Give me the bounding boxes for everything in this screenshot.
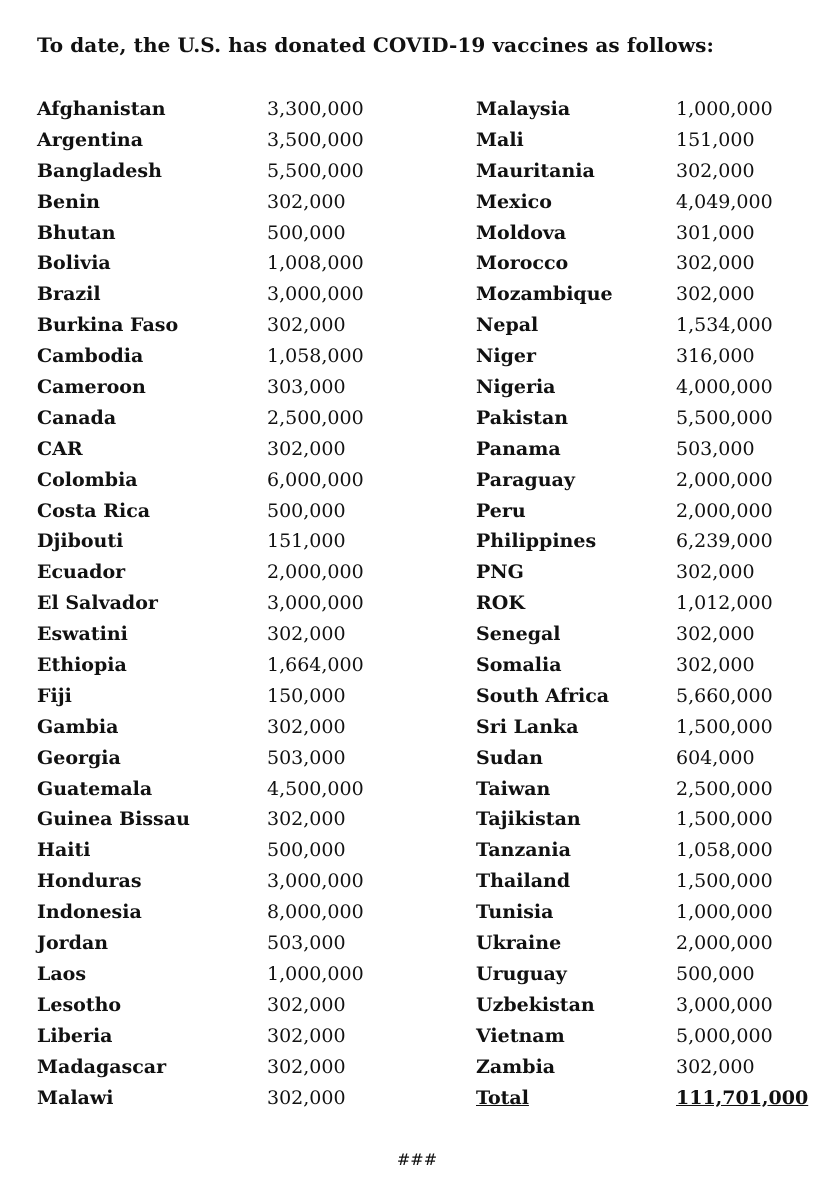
dose-amount: 500,000 [676,962,755,985]
country-name: Djibouti [37,530,124,553]
dose-amount: 4,000,000 [676,376,773,399]
country-name: Gambia [37,715,119,738]
dose-amount: 1,000,000 [676,901,773,924]
country-name: Burkina Faso [37,314,179,337]
dose-amount: 1,500,000 [676,870,773,893]
country-name: Canada [37,406,117,429]
country-name: Tunisia [476,901,554,924]
dose-amount: 1,000,000 [267,962,364,985]
dose-amount: 302,000 [676,283,755,306]
dose-amount: 5,000,000 [676,1024,773,1047]
dose-amount: 6,000,000 [267,468,364,491]
country-name: Taiwan [476,777,551,800]
dose-amount: 302,000 [267,993,346,1016]
dose-amount: 1,058,000 [267,345,364,368]
country-name: Georgia [37,746,121,769]
country-name: Thailand [476,870,571,893]
page-heading: To date, the U.S. has donated COVID-19 vaccines as follows: [37,33,714,57]
dose-amount: 500,000 [267,221,346,244]
country-name: Nepal [476,314,539,337]
dose-amount: 302,000 [267,437,346,460]
country-name: CAR [37,437,83,460]
dose-amount: 5,500,000 [676,406,773,429]
country-name: Fiji [37,684,72,707]
country-name: Laos [37,962,87,985]
dose-amount: 5,500,000 [267,159,364,182]
country-name: Honduras [37,870,142,893]
dose-amount: 4,049,000 [676,190,773,213]
country-name: South Africa [476,684,610,707]
country-name: Costa Rica [37,499,151,522]
country-name: Senegal [476,623,561,646]
country-name: Vietnam [476,1024,565,1047]
dose-amount: 503,000 [267,932,346,955]
country-name: Uruguay [476,962,567,985]
country-name: Madagascar [37,1055,167,1078]
dose-amount: 3,000,000 [676,993,773,1016]
dose-amount: 3,500,000 [267,128,364,151]
dose-amount: 1,500,000 [676,808,773,831]
total-amount: 111,701,000 [676,1086,809,1109]
country-name: Benin [37,190,100,213]
country-name: Bhutan [37,221,116,244]
country-name: Panama [476,437,561,460]
dose-amount: 503,000 [676,437,755,460]
dose-amount: 302,000 [676,654,755,677]
country-name: Lesotho [37,993,122,1016]
country-name: Afghanistan [37,98,166,120]
dose-amount: 303,000 [267,376,346,399]
dose-amount: 8,000,000 [267,901,364,924]
dose-amount: 1,000,000 [676,98,773,120]
country-name: Mauritania [476,159,595,182]
country-name: Eswatini [37,623,128,646]
dose-amount: 302,000 [267,190,346,213]
country-name: Argentina [37,128,144,151]
dose-amount: 2,000,000 [676,468,773,491]
country-name: Sudan [476,746,543,769]
dose-amount: 2,000,000 [676,932,773,955]
country-name: Moldova [476,221,567,244]
dose-amount: 302,000 [267,1055,346,1078]
country-name: Indonesia [37,901,142,924]
country-name: Philippines [476,530,597,553]
dose-amount: 302,000 [676,252,755,275]
country-name: Brazil [37,283,101,306]
dose-amount: 5,660,000 [676,684,773,707]
country-name: Guinea Bissau [37,808,190,831]
end-marker: ### [396,1150,438,1169]
dose-amount: 3,300,000 [267,98,364,120]
country-name: Tanzania [476,839,571,862]
dose-amount: 301,000 [676,221,755,244]
country-name: Malaysia [476,98,571,120]
country-name: Morocco [476,252,569,275]
dose-amount: 1,664,000 [267,654,364,677]
country-name: ROK [476,592,525,615]
dose-amount: 500,000 [267,499,346,522]
country-name: Zambia [476,1055,556,1078]
country-name: Uzbekistan [476,993,595,1016]
country-name: Nigeria [476,376,556,399]
country-name: PNG [476,561,524,584]
country-name: Cameroon [37,376,146,399]
dose-amount: 4,500,000 [267,777,364,800]
dose-amount: 500,000 [267,839,346,862]
dose-amount: 302,000 [676,1055,755,1078]
dose-amount: 2,500,000 [267,406,364,429]
country-name: Liberia [37,1024,113,1047]
dose-amount: 1,500,000 [676,715,773,738]
dose-amount: 503,000 [267,746,346,769]
dose-amount: 302,000 [267,715,346,738]
dose-amount: 302,000 [676,159,755,182]
country-name: Peru [476,499,526,522]
country-name: Haiti [37,839,91,862]
country-name: Paraguay [476,468,575,491]
total-label: Total [476,1086,529,1109]
dose-amount: 302,000 [267,1024,346,1047]
country-name: Cambodia [37,345,144,368]
country-name: El Salvador [37,592,158,615]
dose-amount: 302,000 [676,561,755,584]
country-name: Guatemala [37,777,153,800]
country-name: Bangladesh [37,159,162,182]
dose-amount: 302,000 [267,623,346,646]
country-name: Tajikistan [476,808,581,831]
dose-amount: 2,500,000 [676,777,773,800]
country-name: Niger [476,345,536,368]
country-name: Malawi [37,1086,114,1109]
country-name: Jordan [37,932,109,955]
country-name: Somalia [476,654,562,677]
dose-amount: 1,012,000 [676,592,773,615]
country-name: Colombia [37,468,138,491]
dose-amount: 1,534,000 [676,314,773,337]
country-name: Bolivia [37,252,111,275]
dose-amount: 604,000 [676,746,755,769]
country-name: Ecuador [37,561,126,584]
country-name: Ukraine [476,932,562,955]
dose-amount: 1,008,000 [267,252,364,275]
dose-amount: 3,000,000 [267,592,364,615]
dose-amount: 1,058,000 [676,839,773,862]
dose-amount: 302,000 [267,808,346,831]
dose-amount: 316,000 [676,345,755,368]
dose-amount: 2,000,000 [676,499,773,522]
dose-amount: 150,000 [267,684,346,707]
country-name: Mali [476,128,524,151]
dose-amount: 3,000,000 [267,870,364,893]
country-name: Ethiopia [37,654,127,677]
dose-amount: 302,000 [676,623,755,646]
country-name: Sri Lanka [476,715,579,738]
dose-amount: 302,000 [267,1086,346,1109]
dose-amount: 151,000 [267,530,346,553]
dose-amount: 151,000 [676,128,755,151]
dose-amount: 6,239,000 [676,530,773,553]
country-name: Mozambique [476,283,613,306]
dose-amount: 3,000,000 [267,283,364,306]
country-name: Pakistan [476,406,569,429]
country-name: Mexico [476,190,552,213]
dose-amount: 302,000 [267,314,346,337]
dose-amount: 2,000,000 [267,561,364,584]
